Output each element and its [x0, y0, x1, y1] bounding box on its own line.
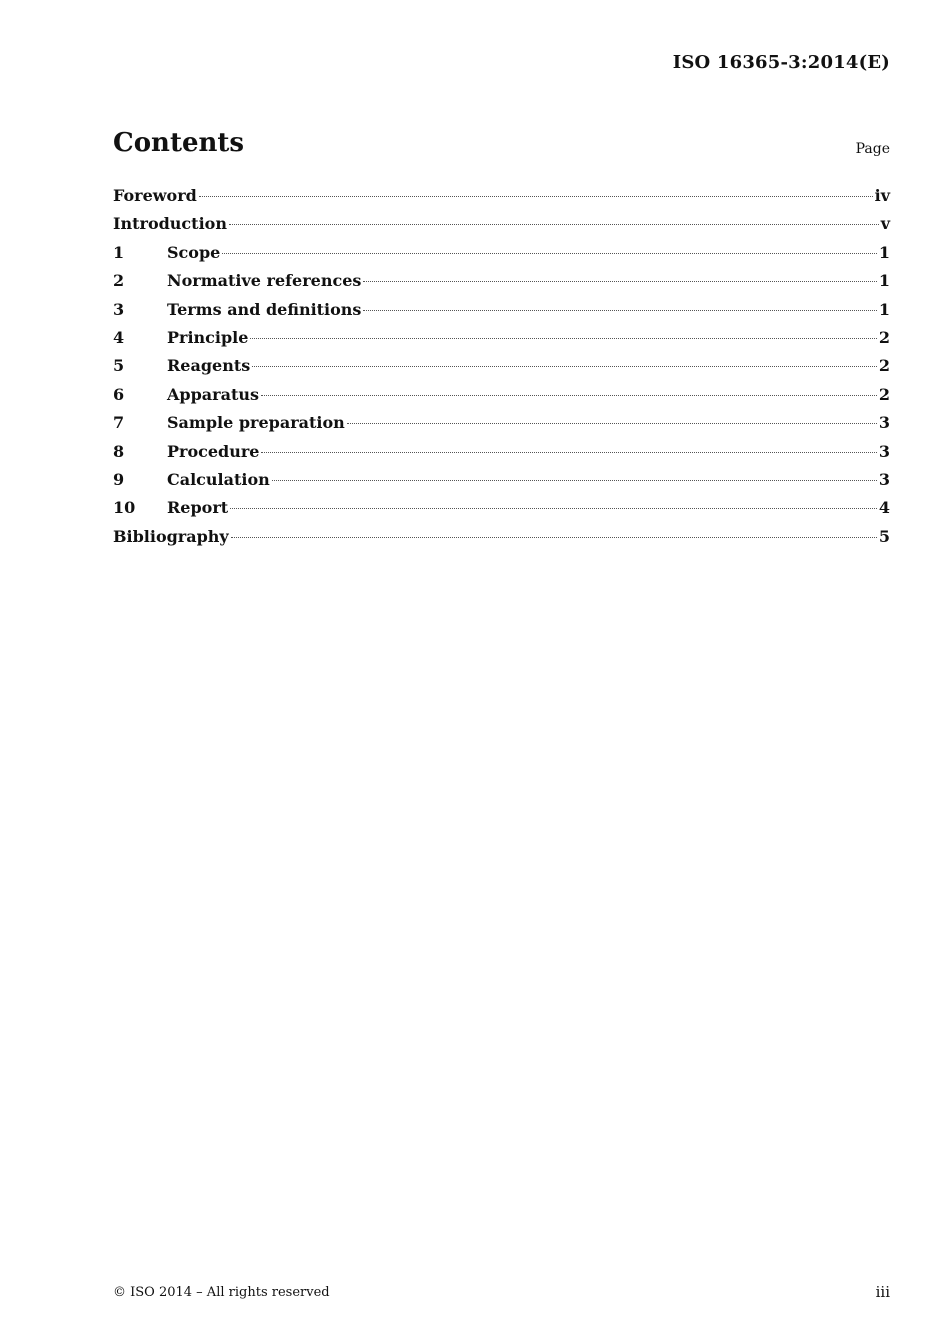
- toc-entry-title: Scope: [167, 242, 221, 262]
- toc-entry-page: 2: [878, 327, 890, 347]
- page-number: iii: [875, 1283, 890, 1301]
- toc-entry-number: 9: [113, 469, 125, 489]
- dot-leader: [261, 394, 877, 396]
- toc-entry-title: Foreword: [113, 186, 197, 205]
- page-column-label: Page: [855, 141, 890, 157]
- dot-leader: [250, 337, 876, 339]
- toc-entry-title: Principle: [167, 327, 249, 347]
- toc-entry-principle[interactable]: [113, 324, 890, 352]
- toc-entry-number: 7: [113, 413, 125, 433]
- toc-entry-title: Introduction: [113, 214, 227, 234]
- toc-entry-page: 5: [878, 526, 890, 546]
- toc-entry-number: 8: [113, 441, 125, 461]
- toc-entry-title: Normative references: [167, 271, 362, 291]
- toc-entry-scope[interactable]: [113, 239, 890, 267]
- toc-entry-page: 2: [878, 356, 890, 376]
- toc-entry-number: 5: [113, 356, 125, 376]
- toc-entry-page: 3: [878, 469, 890, 489]
- toc-entry-calculation[interactable]: [113, 466, 890, 494]
- toc-entry-page: iv: [874, 186, 890, 205]
- dot-leader: [231, 536, 877, 538]
- dot-leader: [229, 223, 879, 225]
- table-of-contents: [113, 182, 890, 551]
- toc-entry-title: Calculation: [167, 469, 270, 489]
- toc-entry-title: Reagents: [167, 356, 251, 376]
- toc-entry-page: 4: [878, 498, 890, 518]
- toc-entry-number: 3: [113, 299, 125, 319]
- toc-entry-page: 1: [878, 299, 890, 319]
- toc-entry-number: 1: [113, 242, 125, 262]
- toc-entry-bibliography[interactable]: [113, 523, 890, 551]
- toc-entry-report[interactable]: [113, 494, 890, 522]
- toc-entry-sample-preparation[interactable]: [113, 409, 890, 437]
- toc-entry-apparatus[interactable]: [113, 381, 890, 409]
- dot-leader: [347, 422, 877, 424]
- toc-entry-title: Report: [167, 498, 229, 518]
- toc-entry-page: 3: [878, 413, 890, 433]
- dot-leader: [363, 309, 876, 311]
- toc-entry-title: Bibliography: [113, 526, 229, 546]
- toc-entry-title: Terms and definitions: [167, 299, 362, 319]
- dot-leader: [230, 507, 877, 509]
- copyright-notice: © ISO 2014 – All rights reserved: [113, 1285, 330, 1300]
- toc-entry-title: Sample preparation: [167, 413, 345, 433]
- dot-leader: [261, 451, 876, 453]
- toc-entry-page: v: [880, 214, 890, 234]
- dot-leader: [222, 252, 877, 254]
- toc-entry-number: 10: [113, 498, 136, 518]
- toc-entry-introduction[interactable]: [113, 210, 890, 238]
- toc-entry-procedure[interactable]: [113, 438, 890, 466]
- toc-entry-title: Procedure: [167, 441, 260, 461]
- toc-entry-page: 1: [878, 242, 890, 262]
- toc-entry-number: 6: [113, 384, 125, 404]
- dot-leader: [363, 280, 876, 282]
- toc-entry-number: 2: [113, 271, 125, 291]
- dot-leader: [199, 195, 873, 197]
- dot-leader: [272, 479, 877, 481]
- toc-entry-page: 1: [878, 271, 890, 291]
- toc-entry-title: Apparatus: [167, 384, 259, 404]
- toc-entry-foreword[interactable]: [113, 182, 890, 210]
- toc-entry-number: 4: [113, 327, 125, 347]
- contents-heading: Contents: [113, 128, 245, 158]
- toc-entry-page: 3: [878, 441, 890, 461]
- toc-entry-page: 2: [878, 384, 890, 404]
- dot-leader: [252, 365, 877, 367]
- toc-entry-normative-references[interactable]: [113, 267, 890, 295]
- toc-entry-reagents[interactable]: [113, 352, 890, 380]
- document-identifier: ISO 16365-3:2014(E): [672, 52, 890, 73]
- toc-entry-terms-and-definitions[interactable]: [113, 296, 890, 324]
